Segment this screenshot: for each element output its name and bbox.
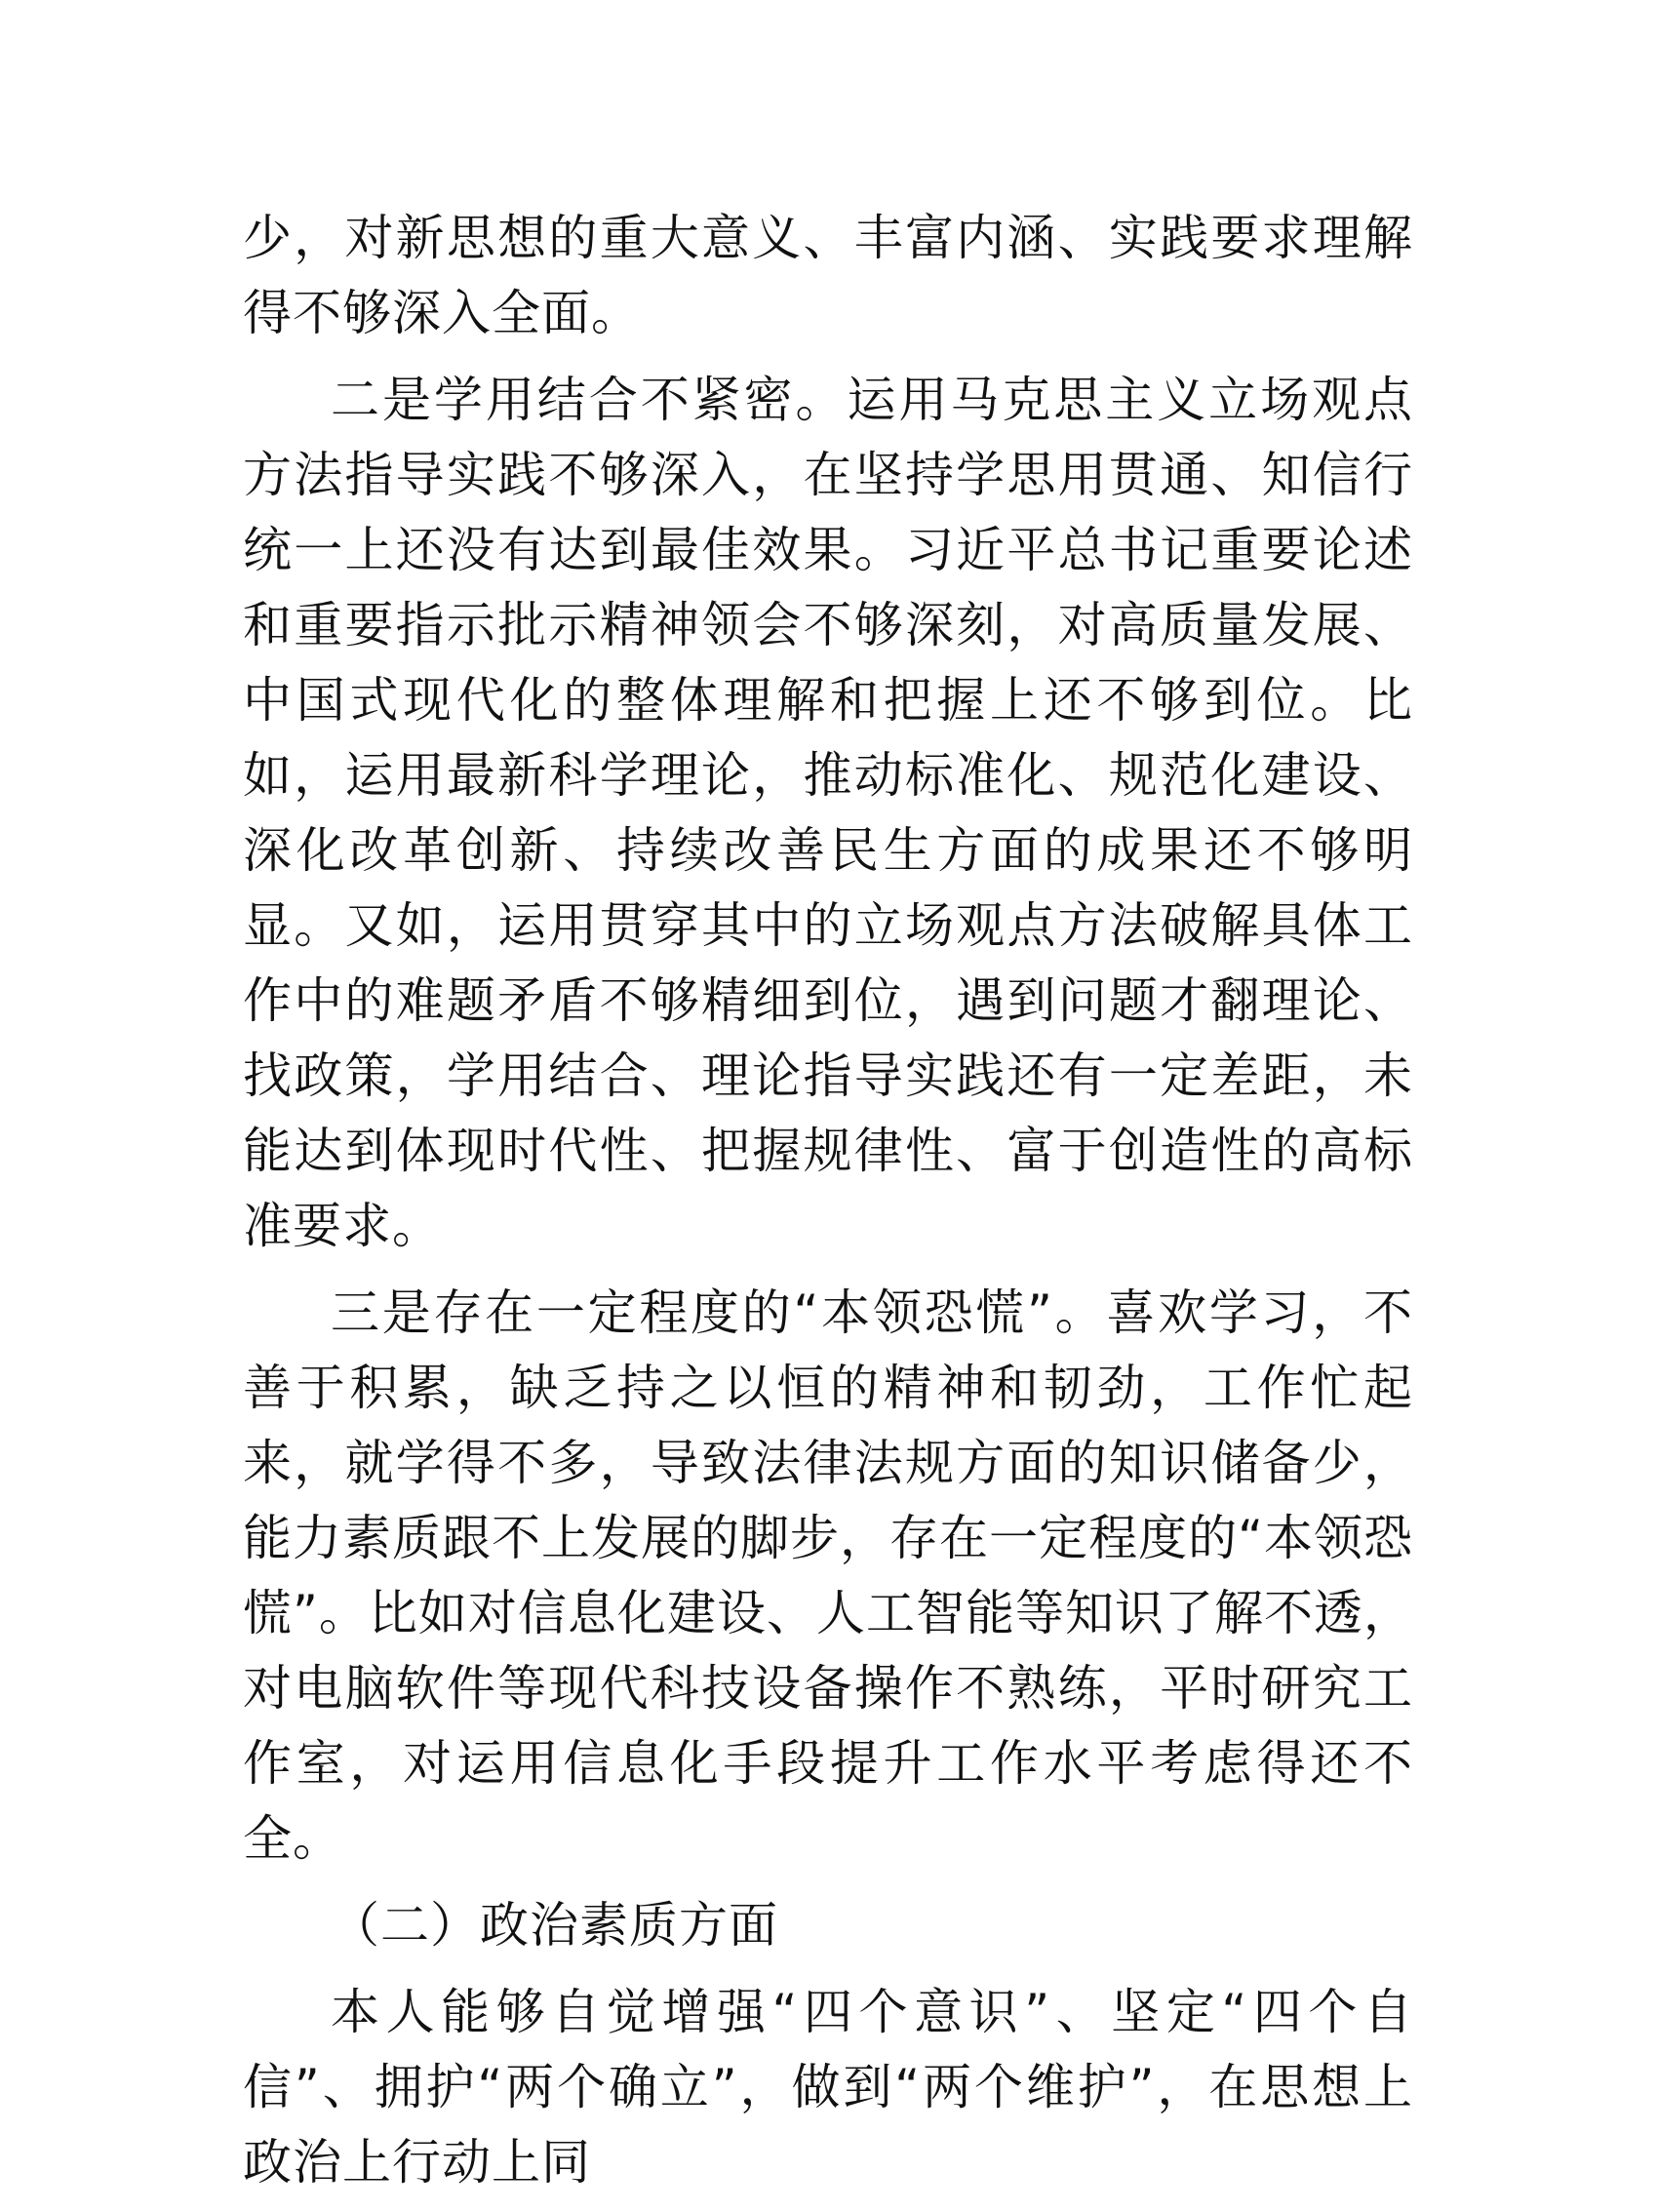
- section-heading: （二）政治素质方面: [331, 1897, 778, 1954]
- document-page: [243, 201, 1413, 2212]
- paragraph-continuation: 少，对新思想的重大意义、丰富内涵、实践要求理解得不够深入全面。: [243, 210, 1413, 341]
- paragraph-political-quality: 本人能够自觉增强“四个意识”、坚定“四个自信”、拥护“两个确立”，做到“两个维护”，在思想上政治上行动上同: [243, 1984, 1413, 2191]
- paragraph-point-three: 三是存在一定程度的“本领恐慌”。喜欢学习，不善于积累，缺乏持之以恒的精神和韧劲，工作忙起来，就学得不多，导致法律法规方面的知识储备少，能力素质跟不上发展的脚步，存在一定程度的“本领恐慌”。比如对信息化建设、人工智能等知识了解不透，对电脑软件等现代科技设备操作不熟练，平时研究工作室，对运用信息化手段提升工作水平考虑得还不全。: [243, 1284, 1413, 1867]
- paragraph-point-two: 二是学用结合不紧密。运用马克思主义立场观点方法指导实践不够深入，在坚持学思用贯通、知信行统一上还没有达到最佳效果。习近平总书记重要论述和重要指示批示精神领会不够深刻，对高质量发展、中国式现代化的整体理解和把握上还不够到位。比如，运用最新科学理论，推动标准化、规范化建设、深化改革创新、持续改善民生方面的成果还不够明显。又如，运用贯穿其中的立场观点方法破解具体工作中的难题矛盾不够精细到位，遇到问题才翻理论、找政策，学用结合、理论指导实践还有一定差距，未能达到体现时代性、把握规律性、富于创造性的高标准要求。: [243, 372, 1413, 1254]
